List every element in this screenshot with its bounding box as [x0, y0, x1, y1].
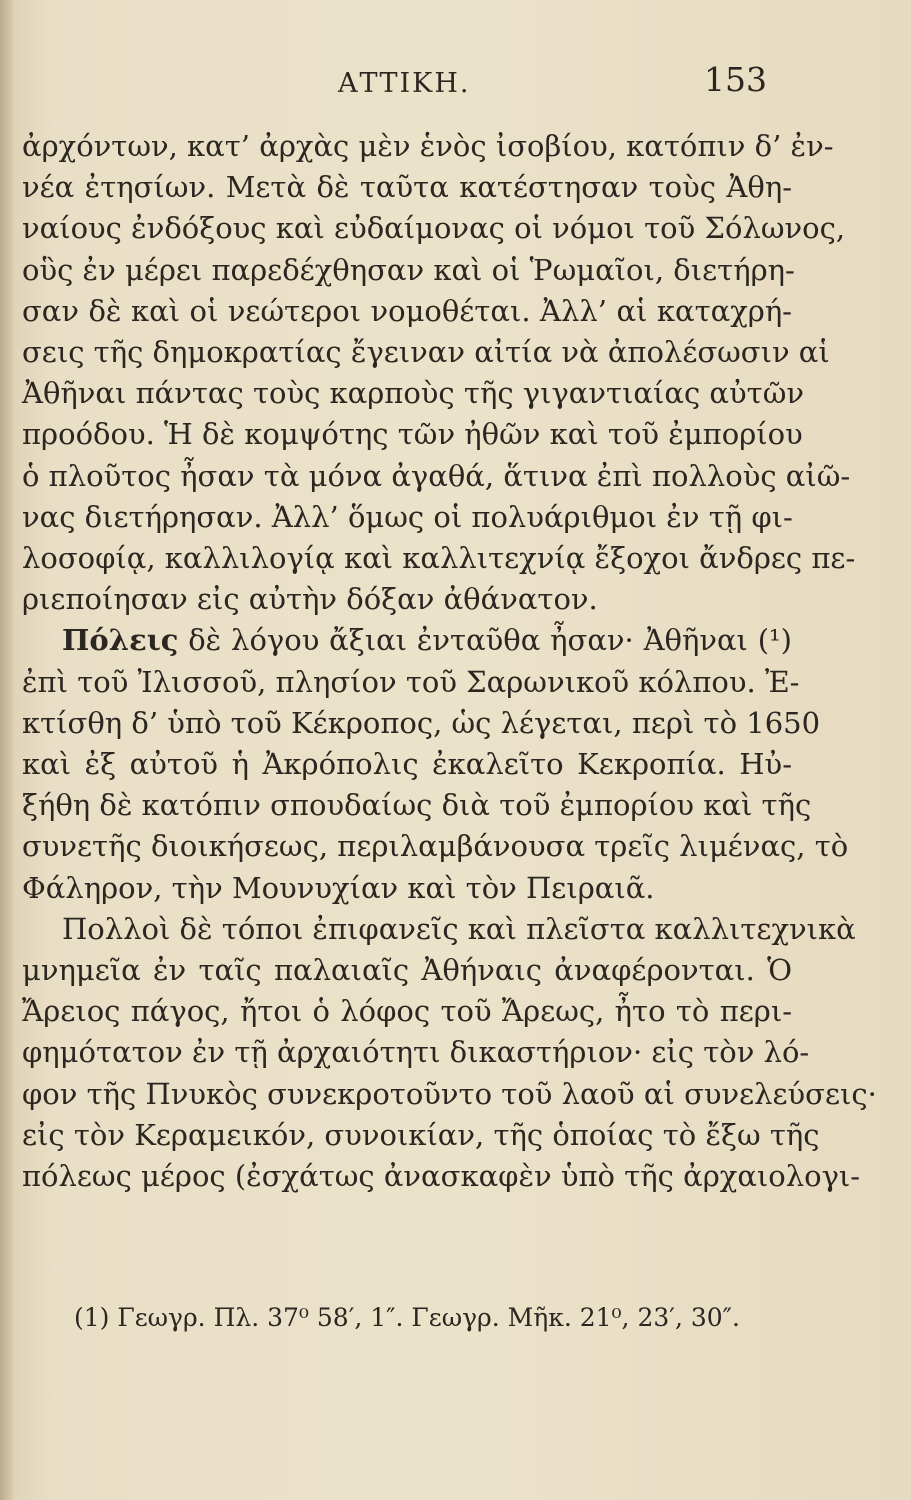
text-line: μνημεῖα ἐν ταῖς παλαιαῖς Ἀθήναις ἀναφέρονται. Ὁ: [22, 953, 792, 988]
text-line: ἀρχόντων, κατ’ ἀρχὰς μὲν ἑνὸς ἰσοβίου, κατόπιν δ’ ἐν-: [22, 129, 834, 163]
text-line: Φάληρον, τὴν Μουνυχίαν καὶ τὸν Πειραιᾶ.: [22, 870, 655, 905]
text-line: πόλεως μέρος (ἐσχάτως ἀνασκαφὲν ὑπὸ τῆς ἀρχαιολογι-: [22, 1159, 861, 1194]
page-number: 153: [704, 60, 767, 99]
page-gutter: [0, 0, 14, 1500]
text-line: ὁ πλοῦτος ἦσαν τὰ μόνα ἀγαθά, ἅτινα ἐπὶ πολλοὺς αἰῶ-: [22, 458, 851, 493]
text-line: νέα ἐτησίων. Μετὰ δὲ ταῦτα κατέστησαν τοὺς Ἀθη-: [22, 170, 792, 205]
paragraph-start-line: [22, 620, 792, 661]
text-line: οὓς ἐν μέρει παρεδέχθησαν καὶ οἱ Ῥωμαῖοι, διετήρη-: [22, 252, 795, 287]
text-line: Ἀθῆναι πάντας τοὺς καρποὺς τῆς γιγαντιαίας αὐτῶν: [22, 376, 804, 411]
text-line: ναίους ἐνδόξους καὶ εὐδαίμονας οἱ νόμοι τοῦ Σόλωνος,: [22, 211, 846, 246]
text-line-rest: δὲ λόγου ἄξιαι ἐνταῦθα ἦσαν· Ἀθῆναι (¹): [188, 623, 792, 658]
text-line: καὶ ἐξ αὐτοῦ ἡ Ἀκρόπολις ἐκαλεῖτο Κεκροπία. Ηὐ-: [22, 747, 792, 782]
text-line: προόδου. Ἡ δὲ κομψότης τῶν ἠθῶν καὶ τοῦ ἐμπορίου: [22, 417, 803, 452]
text-line: φημότατον ἐν τῇ ἀρχαιότητι δικαστήριον· εἰς τὸν λό-: [22, 1035, 810, 1070]
text-line: εἰς τὸν Κεραμεικόν, συνοικίαν, τῆς ὁποίας τὸ ἔξω τῆς: [22, 1117, 820, 1152]
text-line: κτίσθη δ’ ὑπὸ τοῦ Κέκροπος, ὡς λέγεται, περὶ τὸ 1650: [22, 705, 821, 740]
text-line: ριεποίησαν εἰς αὐτὴν δόξαν ἀθάνατον.: [22, 582, 598, 617]
page-header: [0, 60, 911, 110]
text-line: ἐπὶ τοῦ Ἰλισσοῦ, πλησίον τοῦ Σαρωνικοῦ κόλπου. Ἐ-: [22, 664, 800, 699]
running-head: ΑΤΤΙΚΗ.: [338, 68, 471, 99]
body-text: [22, 126, 877, 1197]
text-line: ξήθη δὲ κατόπιν σπουδαίως διὰ τοῦ ἐμπορίου καὶ τῆς: [22, 788, 812, 823]
section-lead-word: Πόλεις: [62, 623, 179, 658]
text-line: σεις τῆς δημοκρατίας ἔγειναν αἰτία νὰ ἀπολέσωσιν αἱ: [22, 335, 830, 370]
text-line: Πολλοὶ δὲ τόποι ἐπιφανεῖς καὶ πλεῖστα καλλιτεχνικὰ: [62, 911, 856, 946]
text-line: νας διετήρησαν. Ἀλλ’ ὅμως οἱ πολυάριθμοι ἐν τῇ φι-: [22, 499, 793, 534]
text-line: σαν δὲ καὶ οἱ νεώτεροι νομοθέται. Ἀλλ’ αἱ καταχρή-: [22, 293, 792, 328]
footnote: (1) Γεωγρ. Πλ. 37⁰ 58′, 1″. Γεωγρ. Μῆκ. 21⁰, 23′, 30″.: [74, 1303, 740, 1332]
text-line: Ἄρειος πάγος, ἤτοι ὁ λόφος τοῦ Ἄρεως, ἦτο τὸ περι-: [22, 994, 792, 1029]
text-line: συνετῆς διοικήσεως, περιλαμβάνουσα τρεῖς λιμένας, τὸ: [22, 829, 849, 864]
text-line: φον τῆς Πνυκὸς συνεκροτοῦντο τοῦ λαοῦ αἱ συνελεύσεις·: [22, 1076, 877, 1111]
text-line: λοσοφίᾳ, καλλιλογίᾳ καὶ καλλιτεχνίᾳ ἔξοχοι ἄνδρες πε-: [22, 541, 856, 576]
